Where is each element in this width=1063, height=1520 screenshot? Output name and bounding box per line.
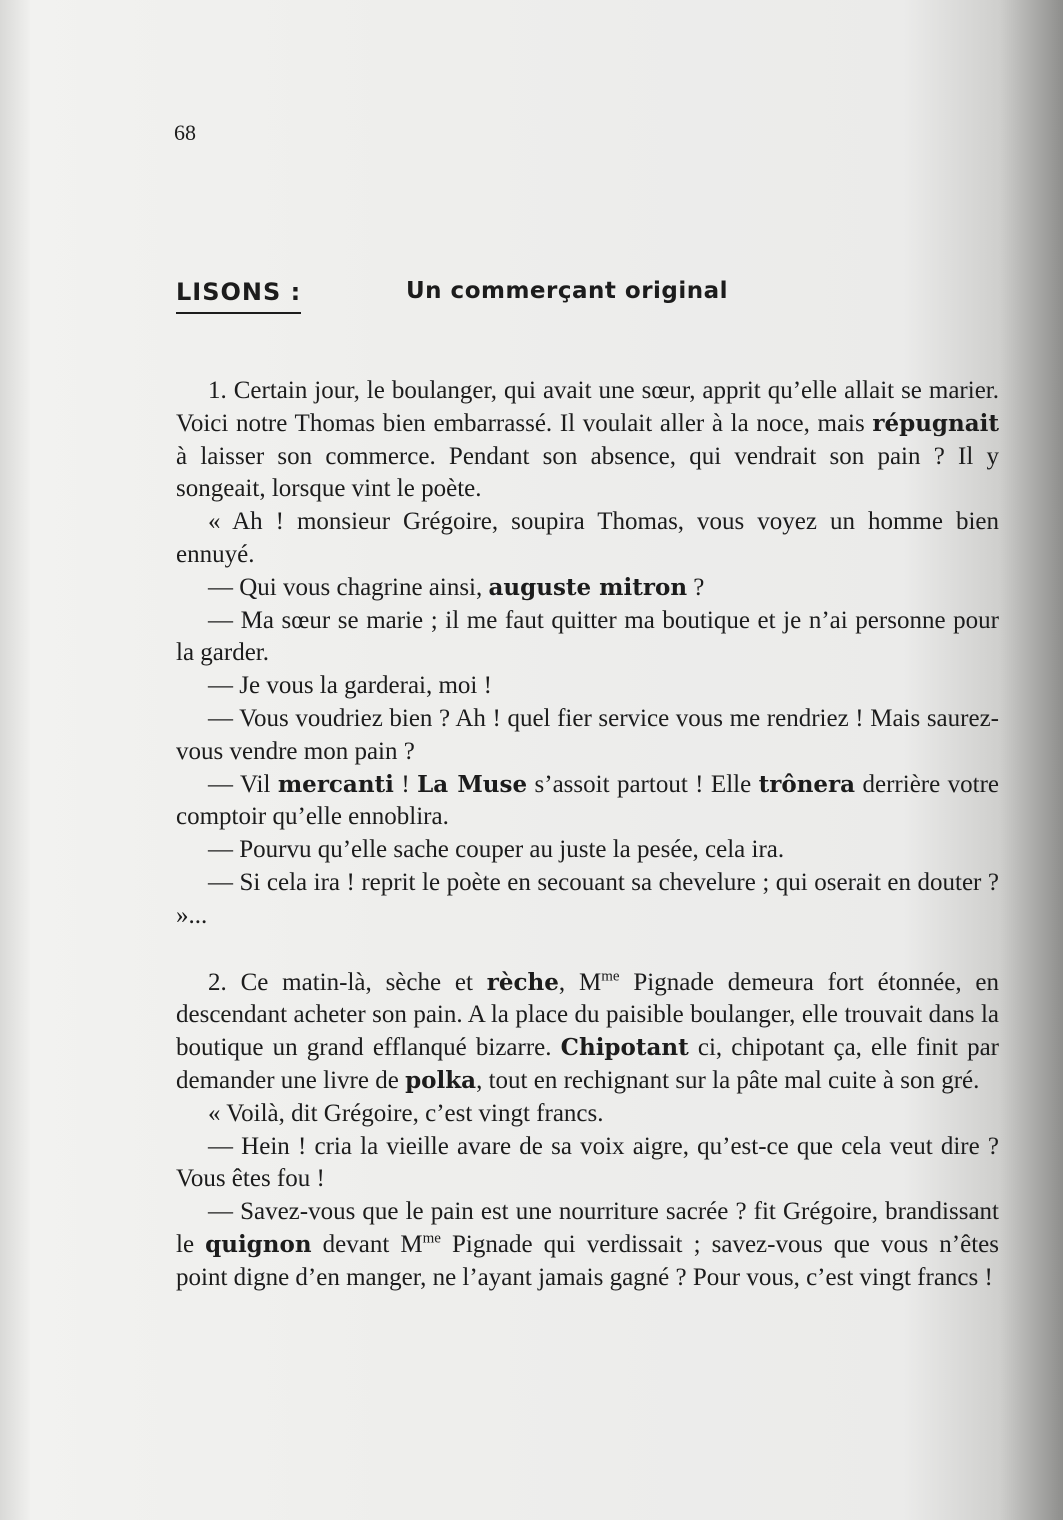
text-run: — Vous voudriez bien ? Ah ! quel fier service vous me rendriez ! Mais saurez-vous vendre mon pain ?: [176, 704, 999, 765]
text-run: devant M: [311, 1230, 423, 1258]
page-edge-shadow: [0, 0, 30, 1520]
glossary-term: Chipotant: [560, 1034, 689, 1062]
text-run: — Qui vous chagrine ainsi,: [208, 573, 489, 601]
heading-label: LISONS :: [176, 278, 301, 314]
section-gap: [176, 933, 999, 967]
text-run: 2. Ce matin-là, sèche et: [208, 968, 487, 996]
paragraph: [176, 703, 999, 769]
title-abbreviation: me: [422, 1230, 441, 1247]
text-run: ci, chipotant ça, elle finit par demander une livre de: [176, 1034, 999, 1094]
text-run: !: [393, 770, 418, 798]
text-run: « Voilà, dit Grégoire, c’est vingt francs.: [208, 1099, 604, 1127]
text-run: Pignade qui verdissait ; savez-vous que vous n’êtes point digne d’en manger, ne l’ayant jamais gagné ? Pour vous, c’est vingt francs !: [176, 1230, 999, 1291]
text-run: — Hein ! cria la vieille avare de sa voix aigre, qu’est-ce que cela veut dire ? Vous êtes fou !: [176, 1132, 999, 1193]
text-run: — Ma sœur se marie ; il me faut quitter ma boutique et je n’ai personne pour la garder.: [176, 606, 999, 667]
glossary-term: quignon: [205, 1230, 312, 1258]
paragraph: [176, 605, 999, 671]
paragraph: [176, 1131, 999, 1197]
paragraph: [176, 506, 999, 572]
glossary-term: La Muse: [417, 770, 528, 798]
page-number: 68: [174, 120, 196, 145]
text-run: à laisser son commerce. Pendant son absence, qui vendrait son pain ? Il y songeait, lorsque vint le poète.: [176, 442, 999, 503]
reading-text: [176, 375, 999, 1295]
paragraph: [176, 572, 999, 605]
text-run: s’assoit partout ! Elle: [527, 770, 759, 798]
text-run: , tout en rechignant sur la pâte mal cuite à son gré.: [476, 1066, 980, 1094]
text-run: — Je vous la garderai, moi !: [208, 672, 492, 700]
text-run: — Vil: [208, 770, 278, 798]
heading-title: Un commerçant original: [406, 278, 729, 304]
text-run: , M: [558, 968, 602, 996]
text-run: — Si cela ira ! reprit le poète en secouant sa chevelure ; qui oserait en douter ? »...: [176, 868, 999, 929]
glossary-term: répugnait: [872, 409, 999, 437]
text-run: 1. Certain jour, le boulanger, qui avait une sœur, apprit qu’elle allait se marier. Voici notre Thomas bien embarrassé. Il voulait aller à la noce, mais: [176, 377, 999, 437]
paragraph: [176, 834, 999, 867]
paragraph: [176, 1098, 999, 1131]
glossary-term: rèche: [486, 968, 559, 996]
paragraph: [176, 670, 999, 703]
glossary-term: trônera: [758, 770, 856, 798]
glossary-term: mercanti: [277, 770, 394, 798]
lesson-heading: [176, 278, 996, 318]
paragraph: [176, 1196, 999, 1294]
paragraph: [176, 769, 999, 835]
text-run: « Ah ! monsieur Grégoire, soupira Thomas, vous voyez un homme bien ennuyé.: [176, 508, 999, 568]
text-run: — Pourvu qu’elle sache couper au juste la pesée, cela ira.: [208, 836, 785, 864]
paragraph: [176, 967, 999, 1098]
paragraph: [176, 867, 999, 933]
title-abbreviation: me: [601, 968, 620, 985]
text-run: Pignade demeura fort étonnée, en descendant acheter son pain. A la place du paisible boulanger, elle trouvait dans la boutique un grand efflanqué bizarre.: [176, 968, 999, 1062]
text-run: — Savez-vous que le pain est une nourriture sacrée ? fit Grégoire, brandissant le: [176, 1198, 999, 1258]
text-run: derrière votre comptoir qu’elle ennoblira.: [176, 770, 999, 831]
glossary-term: auguste mitron: [488, 573, 688, 601]
glossary-term: polka: [405, 1066, 477, 1094]
paragraph: [176, 375, 999, 506]
text-run: ?: [687, 573, 705, 601]
